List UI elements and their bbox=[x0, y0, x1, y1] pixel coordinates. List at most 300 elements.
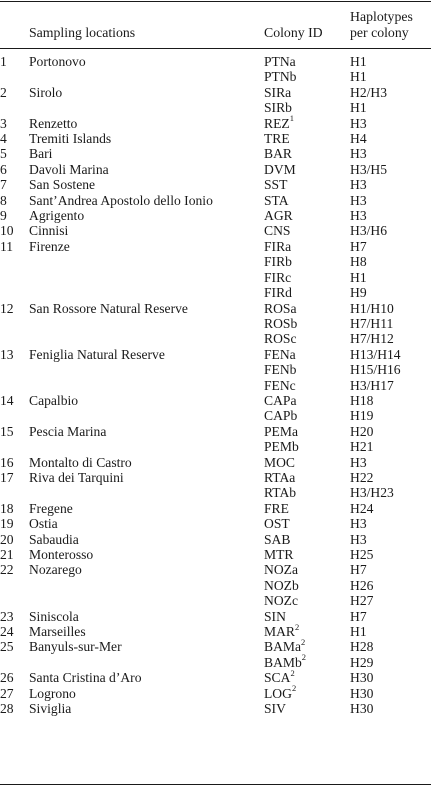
row-number-text: 22 bbox=[0, 562, 14, 578]
haplotype bbox=[350, 285, 431, 300]
sampling-location bbox=[29, 270, 264, 285]
colony-id bbox=[264, 485, 350, 500]
colony-id-text: CAPb bbox=[264, 408, 298, 424]
colony-id-text: FIRc bbox=[264, 269, 292, 285]
row-number-text: 28 bbox=[0, 701, 14, 717]
row-number bbox=[0, 347, 29, 362]
haplotype bbox=[350, 270, 431, 285]
sampling-location-text: Siviglia bbox=[29, 701, 72, 717]
colony-id-text: SIRb bbox=[264, 100, 292, 116]
colony-id bbox=[264, 100, 350, 115]
sampling-location bbox=[29, 532, 264, 547]
row-number bbox=[0, 193, 29, 208]
sampling-location bbox=[29, 100, 264, 115]
row-number bbox=[0, 470, 29, 485]
table-row bbox=[0, 285, 431, 300]
row-number-text: 7 bbox=[0, 177, 7, 193]
haplotype bbox=[350, 593, 431, 608]
sampling-location-text: Renzetto bbox=[29, 115, 78, 131]
haplotype bbox=[350, 439, 431, 454]
sampling-location-text: Nozarego bbox=[29, 562, 82, 578]
colony-id-text: CNS bbox=[264, 223, 291, 239]
haplotype bbox=[350, 655, 431, 670]
haplotype bbox=[350, 562, 431, 577]
haplotype-text: H30 bbox=[350, 685, 374, 701]
table-row bbox=[0, 131, 431, 146]
sampling-location bbox=[29, 285, 264, 300]
row-number-text: 24 bbox=[0, 624, 14, 640]
row-number bbox=[0, 208, 29, 223]
haplotype-text: H1 bbox=[350, 54, 367, 69]
sampling-location bbox=[29, 331, 264, 346]
colony-id-text: BAR bbox=[264, 146, 292, 162]
colony-id-text: CAPa bbox=[264, 392, 297, 408]
colony-id-text: RTAb bbox=[264, 485, 297, 501]
colony-id-text: FIRb bbox=[264, 254, 292, 270]
row-number-text: 19 bbox=[0, 516, 14, 532]
haplotype-text: H15/H16 bbox=[350, 362, 401, 378]
haplotype bbox=[350, 624, 431, 639]
haplotype-text: H3 bbox=[350, 208, 367, 224]
colony-id bbox=[264, 593, 350, 608]
row-number bbox=[0, 686, 29, 701]
haplotype bbox=[350, 316, 431, 331]
haplotype bbox=[350, 378, 431, 393]
colony-id-text: MAR bbox=[264, 624, 295, 640]
haplotype bbox=[350, 69, 431, 84]
sampling-location-text: Bari bbox=[29, 146, 53, 162]
haplotype bbox=[350, 131, 431, 146]
sampling-location-text: Feniglia Natural Reserve bbox=[29, 346, 165, 362]
haplotype-text: H1 bbox=[350, 624, 367, 640]
sampling-location bbox=[29, 208, 264, 223]
colony-id bbox=[264, 177, 350, 192]
haplotype-text: H9 bbox=[350, 285, 367, 301]
colony-id bbox=[264, 48, 350, 69]
haplotype bbox=[350, 578, 431, 593]
row-number bbox=[0, 532, 29, 547]
colony-id bbox=[264, 146, 350, 161]
sampling-location bbox=[29, 347, 264, 362]
row-number-text: 21 bbox=[0, 547, 14, 562]
row-number-text: 11 bbox=[0, 238, 14, 254]
haplotype bbox=[350, 208, 431, 223]
colony-id-text: PEMa bbox=[264, 423, 298, 439]
row-number bbox=[0, 393, 29, 408]
sampling-location-text: Santa Cristina d’Aro bbox=[29, 670, 142, 686]
haplotype-text: H7/H12 bbox=[350, 331, 394, 347]
table-row bbox=[0, 301, 431, 316]
colony-id bbox=[264, 547, 350, 562]
row-number-text: 14 bbox=[0, 392, 14, 408]
sampling-location bbox=[29, 254, 264, 269]
sampling-location bbox=[29, 578, 264, 593]
haplotype-text: H3 bbox=[350, 115, 367, 131]
colony-id bbox=[264, 285, 350, 300]
colony-id bbox=[264, 85, 350, 100]
sampling-location bbox=[29, 424, 264, 439]
colony-id bbox=[264, 69, 350, 84]
table-row bbox=[0, 146, 431, 161]
row-number bbox=[0, 547, 29, 562]
sampling-location-text: Marseilles bbox=[29, 624, 86, 640]
haplotype-text: H4 bbox=[350, 131, 367, 147]
sampling-location-text: San Sostene bbox=[29, 177, 96, 193]
table-row bbox=[0, 624, 431, 639]
colony-id bbox=[264, 193, 350, 208]
row-number bbox=[0, 177, 29, 192]
footnote-marker: 2 bbox=[291, 683, 297, 694]
sampling-location bbox=[29, 223, 264, 238]
row-number bbox=[0, 362, 29, 377]
colony-id-text: TRE bbox=[264, 131, 290, 147]
colony-id-text: PTNa bbox=[264, 54, 296, 69]
haplotype bbox=[350, 393, 431, 408]
table-row bbox=[0, 316, 431, 331]
table-row bbox=[0, 424, 431, 439]
haplotype-text: H7 bbox=[350, 562, 367, 578]
sampling-location bbox=[29, 593, 264, 608]
table-row bbox=[0, 223, 431, 238]
haplotype bbox=[350, 362, 431, 377]
colony-id-text: FIRa bbox=[264, 238, 292, 254]
row-number-text: 23 bbox=[0, 608, 14, 624]
colony-id bbox=[264, 439, 350, 454]
haplotype bbox=[350, 686, 431, 701]
colony-id-text: MOC bbox=[264, 454, 295, 470]
table-row bbox=[0, 701, 431, 716]
sampling-location-text: Sant’Andrea Apostolo dello Ionio bbox=[29, 192, 213, 208]
table-row bbox=[0, 239, 431, 254]
sampling-location bbox=[29, 686, 264, 701]
sampling-location-text: Tremiti Islands bbox=[29, 131, 112, 147]
colony-id bbox=[264, 652, 350, 670]
haplotype-text: H26 bbox=[350, 577, 374, 593]
haplotype bbox=[350, 547, 431, 562]
haplotype-text: H7/H11 bbox=[350, 315, 394, 331]
row-number bbox=[0, 378, 29, 393]
sampling-location-text: Monterosso bbox=[29, 547, 94, 562]
sampling-location bbox=[29, 69, 264, 84]
haplotype bbox=[350, 331, 431, 346]
sampling-location bbox=[29, 547, 264, 562]
haplotype bbox=[350, 408, 431, 423]
table-body bbox=[0, 48, 431, 716]
row-number bbox=[0, 516, 29, 531]
sampling-location-text: Riva dei Tarquini bbox=[29, 469, 124, 485]
row-number bbox=[0, 562, 29, 577]
row-number bbox=[0, 593, 29, 608]
row-number-text: 26 bbox=[0, 670, 14, 686]
table-row bbox=[0, 208, 431, 223]
haplotype bbox=[350, 424, 431, 439]
colony-id bbox=[264, 408, 350, 423]
row-number bbox=[0, 655, 29, 670]
sampling-location bbox=[29, 85, 264, 100]
haplotype bbox=[350, 100, 431, 115]
sampling-location bbox=[29, 116, 264, 131]
haplotype-text: H3/H5 bbox=[350, 161, 388, 177]
haplotype-text: H3 bbox=[350, 516, 367, 532]
haplotype-text: H25 bbox=[350, 547, 374, 562]
row-number bbox=[0, 408, 29, 423]
sampling-location bbox=[29, 639, 264, 654]
table-row bbox=[0, 593, 431, 608]
row-number bbox=[0, 162, 29, 177]
table-row bbox=[0, 69, 431, 84]
colony-id bbox=[264, 347, 350, 362]
colony-id-text: PEMb bbox=[264, 439, 299, 455]
colony-id-text: AGR bbox=[264, 208, 293, 224]
haplotype-text: H1 bbox=[350, 269, 367, 285]
haplotype bbox=[350, 177, 431, 192]
colony-id-text: FRE bbox=[264, 500, 289, 516]
table-row bbox=[0, 162, 431, 177]
haplotype-text: H22 bbox=[350, 469, 374, 485]
haplotype bbox=[350, 609, 431, 624]
row-number-text: 4 bbox=[0, 131, 7, 147]
colony-id bbox=[264, 301, 350, 316]
table-row bbox=[0, 393, 431, 408]
colony-id bbox=[264, 578, 350, 593]
table-row bbox=[0, 578, 431, 593]
haplotype-text: H13/H14 bbox=[350, 346, 401, 362]
table-row bbox=[0, 655, 431, 670]
sampling-location-text: Banyuls-sur-Mer bbox=[29, 639, 122, 655]
table-row bbox=[0, 501, 431, 516]
colony-id-text: BAMb bbox=[264, 654, 302, 670]
sampling-location-text: Davoli Marina bbox=[29, 161, 109, 177]
table-header-row bbox=[0, 0, 431, 48]
haplotype-text: H3 bbox=[350, 177, 367, 193]
row-number bbox=[0, 624, 29, 639]
colony-id bbox=[264, 254, 350, 269]
row-number-text: 6 bbox=[0, 161, 7, 177]
header-colony-id: Colony ID bbox=[264, 25, 323, 40]
colony-id-text: FENb bbox=[264, 362, 297, 378]
colony-id-text: FIRd bbox=[264, 285, 292, 301]
table-row bbox=[0, 116, 431, 131]
header-haplotypes-line1: Haplotypes bbox=[350, 9, 413, 24]
colony-id-text: SCA bbox=[264, 670, 291, 686]
haplotype bbox=[350, 162, 431, 177]
colony-id bbox=[264, 113, 350, 131]
table-row bbox=[0, 193, 431, 208]
row-number bbox=[0, 485, 29, 500]
haplotype-text: H3 bbox=[350, 454, 367, 470]
table-row bbox=[0, 362, 431, 377]
sampling-location bbox=[29, 378, 264, 393]
sampling-location bbox=[29, 316, 264, 331]
haplotype bbox=[350, 347, 431, 362]
row-number-text: 15 bbox=[0, 423, 14, 439]
sampling-location-text: Portonovo bbox=[29, 54, 86, 69]
sampling-location-text: Capalbio bbox=[29, 392, 79, 408]
haplotype bbox=[350, 48, 431, 69]
haplotype-text: H27 bbox=[350, 593, 374, 609]
bottom-rule bbox=[0, 784, 431, 785]
haplotype bbox=[350, 670, 431, 685]
colony-id bbox=[264, 667, 350, 686]
sampling-location-text: Cinnisi bbox=[29, 223, 69, 239]
haplotype bbox=[350, 223, 431, 238]
footnote-marker: 2 bbox=[301, 636, 306, 647]
row-number bbox=[0, 85, 29, 100]
row-number bbox=[0, 455, 29, 470]
row-number bbox=[0, 424, 29, 439]
colony-id bbox=[264, 562, 350, 577]
sampling-location bbox=[29, 701, 264, 716]
colony-id-text: NOZa bbox=[264, 562, 298, 578]
header-haplotypes bbox=[350, 0, 431, 48]
haplotype-text: H2/H3 bbox=[350, 84, 388, 100]
sampling-location-text: Siniscola bbox=[29, 608, 79, 624]
row-number bbox=[0, 439, 29, 454]
table-row bbox=[0, 177, 431, 192]
header-haplotypes-line2: per colony bbox=[350, 25, 409, 40]
colony-id-text: ROSc bbox=[264, 331, 297, 347]
haplotype bbox=[350, 254, 431, 269]
row-number bbox=[0, 639, 29, 654]
row-number-text: 27 bbox=[0, 685, 14, 701]
haplotype-text: H29 bbox=[350, 654, 374, 670]
row-number bbox=[0, 116, 29, 131]
row-number-text: 9 bbox=[0, 208, 7, 224]
haplotype bbox=[350, 116, 431, 131]
table-row bbox=[0, 470, 431, 485]
colony-id-text: PTNb bbox=[264, 69, 297, 85]
table-row bbox=[0, 670, 431, 685]
haplotype-text: H7 bbox=[350, 608, 367, 624]
haplotype bbox=[350, 639, 431, 654]
table-row bbox=[0, 686, 431, 701]
haplotype-text: H1 bbox=[350, 69, 367, 85]
haplotype bbox=[350, 146, 431, 161]
haplotype bbox=[350, 501, 431, 516]
row-number bbox=[0, 100, 29, 115]
haplotype-text: H20 bbox=[350, 423, 374, 439]
table-row bbox=[0, 48, 431, 69]
row-number bbox=[0, 609, 29, 624]
row-number bbox=[0, 285, 29, 300]
footnote-marker: 2 bbox=[294, 621, 300, 632]
colony-id bbox=[264, 239, 350, 254]
colony-id-text: SST bbox=[264, 177, 288, 193]
sampling-location bbox=[29, 193, 264, 208]
colony-id-text: SAB bbox=[264, 531, 291, 547]
sampling-location bbox=[29, 455, 264, 470]
sampling-location bbox=[29, 393, 264, 408]
haplotype bbox=[350, 301, 431, 316]
footnote-marker: 1 bbox=[289, 113, 294, 124]
table-row bbox=[0, 408, 431, 423]
colony-id bbox=[264, 609, 350, 624]
colony-id bbox=[264, 455, 350, 470]
sampling-location bbox=[29, 609, 264, 624]
row-number-text: 13 bbox=[0, 346, 14, 362]
header-sampling-locations: Sampling locations bbox=[29, 25, 136, 40]
table-row bbox=[0, 516, 431, 531]
table-row bbox=[0, 347, 431, 362]
row-number bbox=[0, 270, 29, 285]
table-row bbox=[0, 439, 431, 454]
haplotype-text: H3 bbox=[350, 531, 367, 547]
colony-id-text: OST bbox=[264, 516, 290, 532]
sampling-location-text: Sirolo bbox=[29, 84, 63, 100]
haplotype bbox=[350, 455, 431, 470]
sampling-location-text: San Rossore Natural Reserve bbox=[29, 300, 188, 316]
colony-id-text: RTAa bbox=[264, 469, 296, 485]
table-row bbox=[0, 270, 431, 285]
haplotype-text: H7 bbox=[350, 238, 367, 254]
colony-id-text: BAMa bbox=[264, 639, 302, 655]
colony-id bbox=[264, 362, 350, 377]
haplotype-text: H3/H17 bbox=[350, 377, 394, 393]
colony-id-text: STA bbox=[264, 192, 289, 208]
haplotype-text: H30 bbox=[350, 670, 374, 686]
colony-id bbox=[264, 270, 350, 285]
row-number-text: 3 bbox=[0, 115, 7, 131]
table-row bbox=[0, 562, 431, 577]
colony-id-text: ROSb bbox=[264, 315, 298, 331]
row-number bbox=[0, 501, 29, 516]
sampling-location bbox=[29, 408, 264, 423]
sampling-location-text: Agrigento bbox=[29, 208, 85, 224]
colony-id bbox=[264, 516, 350, 531]
haplotype bbox=[350, 516, 431, 531]
row-number bbox=[0, 223, 29, 238]
row-number bbox=[0, 254, 29, 269]
sampling-location bbox=[29, 48, 264, 69]
colony-id-text: SIV bbox=[264, 701, 286, 717]
row-number-text: 1 bbox=[0, 54, 7, 69]
table-row bbox=[0, 378, 431, 393]
table-row bbox=[0, 100, 431, 115]
haplotype bbox=[350, 193, 431, 208]
colony-id-text: REZ bbox=[264, 115, 290, 131]
sampling-location bbox=[29, 624, 264, 639]
sampling-location bbox=[29, 162, 264, 177]
haplotype bbox=[350, 470, 431, 485]
sampling-location-text: Pescia Marina bbox=[29, 423, 107, 439]
colony-id bbox=[264, 393, 350, 408]
haplotype bbox=[350, 701, 431, 716]
colony-id-text: SIN bbox=[264, 608, 286, 624]
haplotype bbox=[350, 85, 431, 100]
sampling-location bbox=[29, 301, 264, 316]
colony-id bbox=[264, 131, 350, 146]
haplotype bbox=[350, 485, 431, 500]
table-row bbox=[0, 485, 431, 500]
colony-id bbox=[264, 621, 350, 640]
sampling-location bbox=[29, 562, 264, 577]
table-row bbox=[0, 455, 431, 470]
haplotype-text: H28 bbox=[350, 639, 374, 655]
row-number bbox=[0, 316, 29, 331]
sampling-location bbox=[29, 485, 264, 500]
row-number-text: 25 bbox=[0, 639, 14, 655]
row-number-text: 12 bbox=[0, 300, 14, 316]
table-row bbox=[0, 254, 431, 269]
row-number bbox=[0, 301, 29, 316]
row-number bbox=[0, 69, 29, 84]
colony-id bbox=[264, 223, 350, 238]
row-number bbox=[0, 131, 29, 146]
row-number-text: 2 bbox=[0, 84, 7, 100]
row-number-text: 18 bbox=[0, 500, 14, 516]
haplotype-text: H3 bbox=[350, 146, 367, 162]
footnote-marker: 2 bbox=[290, 667, 295, 678]
